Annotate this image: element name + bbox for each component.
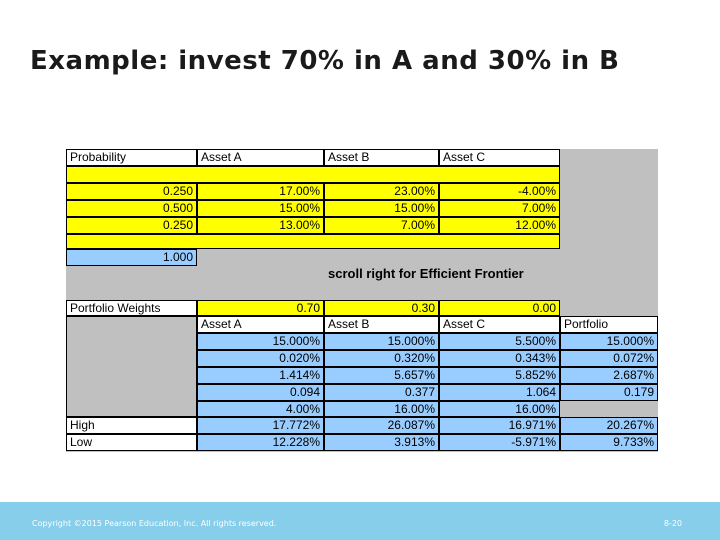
stat-cell: 15.000% (197, 333, 324, 350)
stat-cell: 0.320% (324, 350, 439, 367)
stat-cell: 0.179 (560, 384, 658, 401)
stat-cell: 5.500% (439, 333, 560, 350)
return-cell: 7.00% (439, 200, 560, 217)
slide-title: Example: invest 70% in A and 30% in B (30, 46, 620, 76)
blank-row (66, 234, 560, 249)
stat-cell: 1.064 (439, 384, 560, 401)
return-cell: 15.00% (197, 200, 324, 217)
return-cell: 12.00% (439, 217, 560, 234)
stat-cell: 15.000% (324, 333, 439, 350)
footer-bar (0, 502, 720, 540)
bottom-header-asset-b: Asset B (324, 316, 439, 333)
high-label: High (66, 417, 197, 434)
stat-cell: 0.094 (197, 384, 324, 401)
stat-cell: 0.343% (439, 350, 560, 367)
stat-cell: 16.00% (324, 401, 439, 417)
bottom-header-asset-c: Asset C (439, 316, 560, 333)
return-cell: 23.00% (324, 183, 439, 200)
low-cell: 3.913% (324, 434, 439, 451)
header-probability: Probability (66, 149, 197, 166)
stat-cell: 0.072% (560, 350, 658, 367)
page-number: 8-20 (663, 519, 682, 528)
prob-cell: 0.250 (66, 183, 197, 200)
header-asset-b: Asset B (324, 149, 439, 166)
weight-a[interactable]: 0.70 (197, 300, 324, 316)
stat-cell: 16.00% (439, 401, 560, 417)
stats-label-area (66, 316, 197, 417)
return-cell: -4.00% (439, 183, 560, 200)
header-asset-a: Asset A (197, 149, 324, 166)
stat-cell: 0.377 (324, 384, 439, 401)
stat-cell: 5.852% (439, 367, 560, 384)
scroll-note: scroll right for Efficient Frontier (328, 266, 524, 281)
stat-cell: 0.020% (197, 350, 324, 367)
weights-label: Portfolio Weights (66, 300, 197, 316)
stat-cell: 1.414% (197, 367, 324, 384)
high-cell: 20.267% (560, 417, 658, 434)
low-cell: 12.228% (197, 434, 324, 451)
return-cell: 7.00% (324, 217, 439, 234)
low-cell: -5.971% (439, 434, 560, 451)
spreadsheet (66, 149, 658, 452)
blank-row (66, 166, 560, 183)
low-cell: 9.733% (560, 434, 658, 451)
weight-b[interactable]: 0.30 (324, 300, 439, 316)
return-cell: 17.00% (197, 183, 324, 200)
high-cell: 26.087% (324, 417, 439, 434)
bottom-header-asset-a: Asset A (197, 316, 324, 333)
copyright-text: Copyright ©2015 Pearson Education, Inc. All rights reserved. (32, 519, 277, 528)
prob-cell: 0.250 (66, 217, 197, 234)
stat-cell: 15.000% (560, 333, 658, 350)
high-cell: 16.971% (439, 417, 560, 434)
bottom-header-portfolio: Portfolio (560, 316, 658, 333)
prob-cell: 0.500 (66, 200, 197, 217)
high-cell: 17.772% (197, 417, 324, 434)
stat-cell: 2.687% (560, 367, 658, 384)
stat-cell: 5.657% (324, 367, 439, 384)
stat-cell: 4.00% (197, 401, 324, 417)
return-cell: 13.00% (197, 217, 324, 234)
weight-c[interactable]: 0.00 (439, 300, 560, 316)
probability-total: 1.000 (66, 249, 197, 266)
return-cell: 15.00% (324, 200, 439, 217)
low-label: Low (66, 434, 197, 451)
header-asset-c: Asset C (439, 149, 560, 166)
